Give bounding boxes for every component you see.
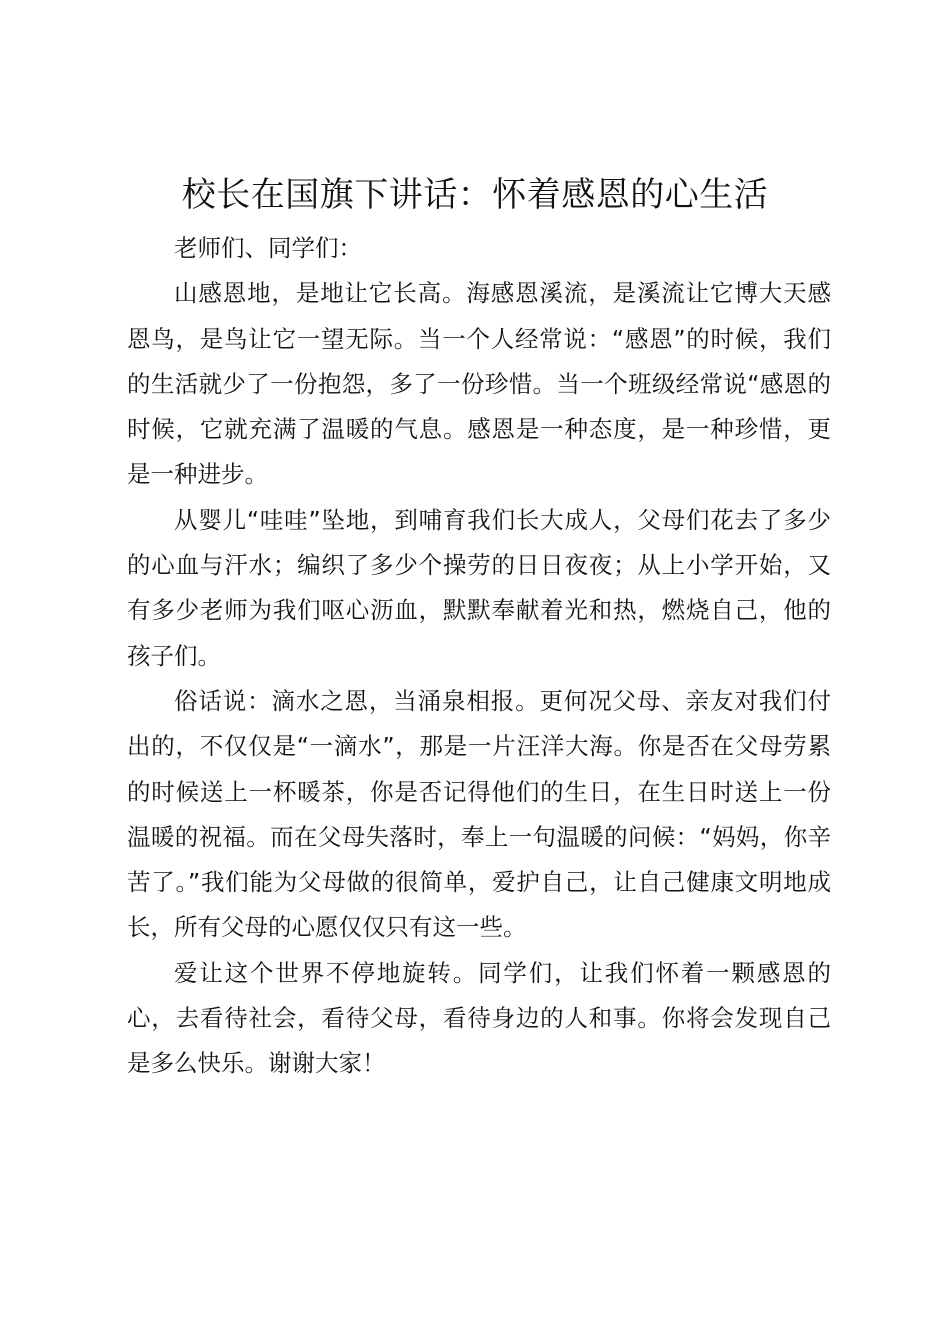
paragraph: 爱让这个世界不停地旋转。同学们，让我们怀着一颗感恩的心，去看待社会，看待父母，看待身边的人和事。你将会发现自己是多么快乐。谢谢大家！ (127, 958, 831, 1078)
document-body (127, 226, 831, 1087)
salutation: 老师们、同学们： (174, 234, 362, 262)
document-title: 校长在国旗下讲话：怀着感恩的心生活 (181, 175, 769, 215)
paragraph: 俗话说：滴水之恩，当涌泉相报。更何况父母、亲友对我们付出的，不仅仅是“一滴水”，那是一片汪洋大海。你是否在父母劳累的时候送上一杯暖茶，你是否记得他们的生日，在生日时送上一份温暖的祝福。而在父母失落时，奉上一句温暖的问候：“妈妈，你辛苦了。”我们能为父母做的很简单，爱护自己，让自己健康文明地成长，所有父母的心愿仅仅只有这一些。 (127, 686, 831, 942)
paragraph: 从婴儿“哇哇”坠地，到哺育我们长大成人，父母们花去了多少的心血与汗水；编织了多少个操劳的日日夜夜；从上小学开始，又有多少老师为我们呕心沥血，默默奉献着光和热，燃烧自己，他的孩子们。 (127, 505, 831, 670)
paragraph: 山感恩地，是地让它长高。海感恩溪流，是溪流让它博大天感恩鸟，是鸟让它一望无际。当一个人经常说：“感恩”的时候，我们的生活就少了一份抱怨，多了一份珍惜。当一个班级经常说“感恩的时候，它就充满了温暖的气息。感恩是一种态度，是一种珍惜，更是一种进步。 (127, 279, 831, 489)
